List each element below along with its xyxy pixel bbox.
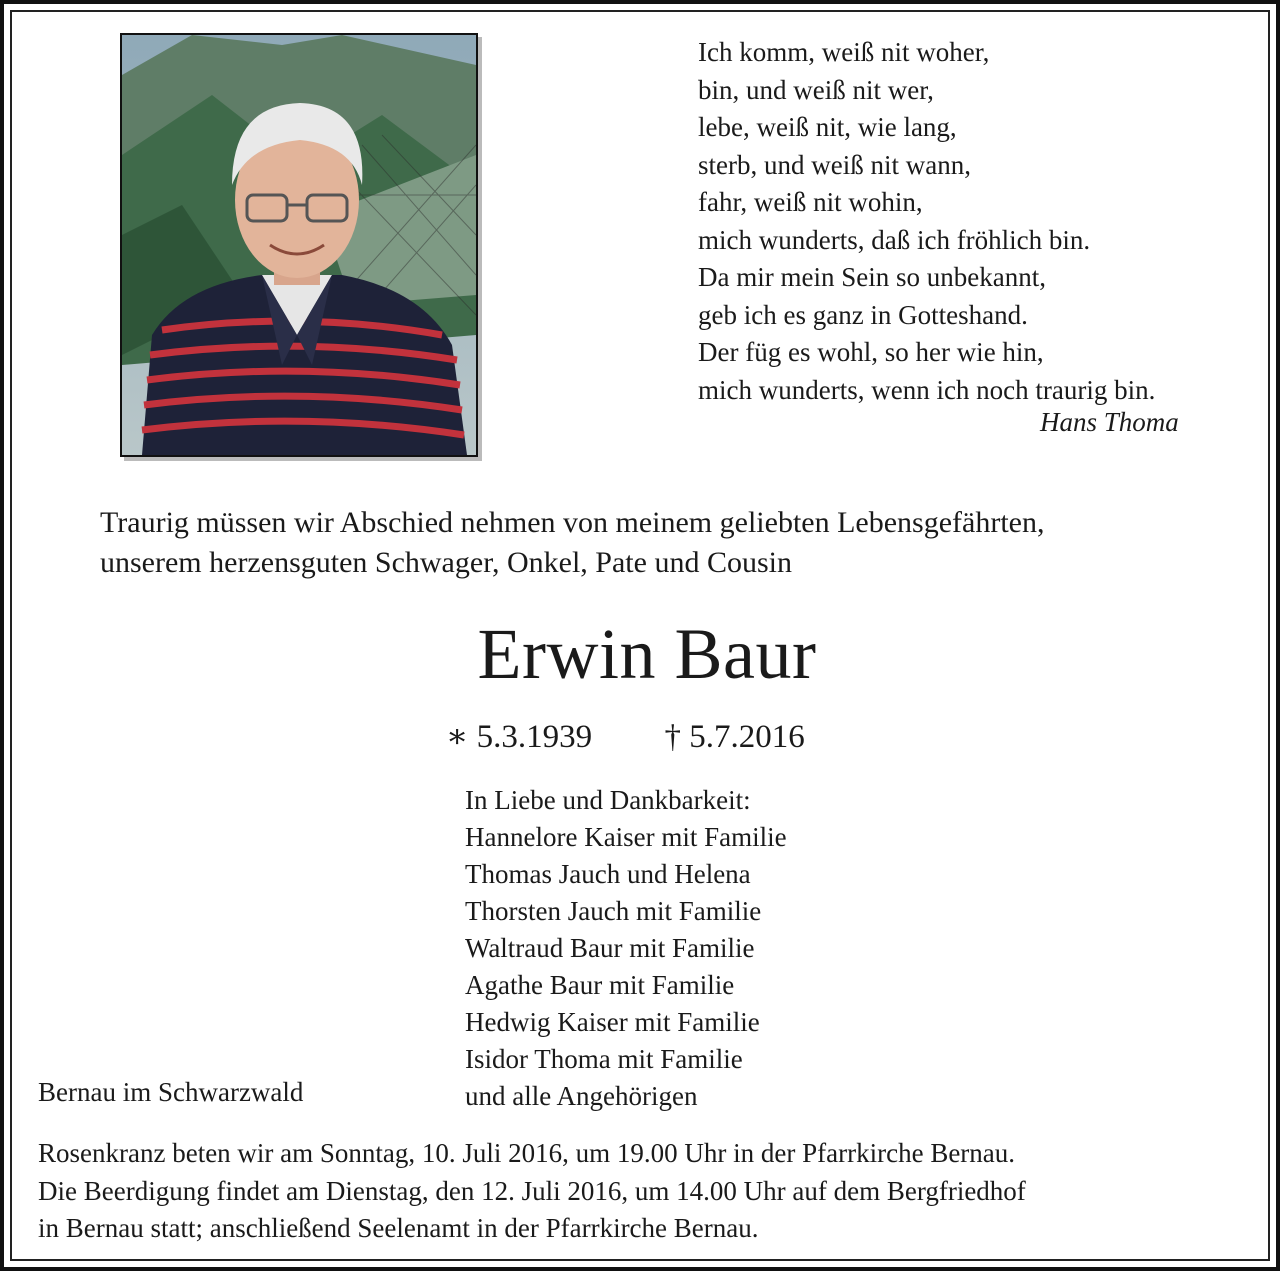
mourner-line: Hedwig Kaiser mit Familie — [465, 1007, 760, 1037]
portrait-photo — [120, 33, 478, 457]
death-date: † 5.7.2016 — [664, 719, 805, 755]
poem-line: mich wunderts, wenn ich noch traurig bin. — [698, 374, 1156, 405]
notice-line: in Bernau statt; anschließend Seelenamt in der Pfarrkirche Bernau. — [38, 1213, 759, 1243]
portrait-photo-icon — [122, 35, 476, 455]
mourner-line: Isidor Thoma mit Familie — [465, 1044, 743, 1074]
intro-line: Traurig müssen wir Abschied nehmen von meinem geliebten Lebensgefährten, — [100, 506, 1045, 539]
poem-line: mich wunderts, daß ich fröhlich bin. — [698, 224, 1091, 255]
poem-line: Da mir mein Sein so unbekannt, — [698, 262, 1046, 292]
mourners-list — [465, 782, 787, 1115]
mourner-line: Hannelore Kaiser mit Familie — [465, 822, 787, 852]
poem-author: Hans Thoma — [1040, 407, 1179, 437]
deceased-name: Erwin Baur — [477, 614, 817, 694]
poem-line: geb ich es ganz in Gotteshand. — [698, 299, 1028, 330]
mourner-line: Thorsten Jauch mit Familie — [465, 896, 762, 926]
poem — [698, 34, 1258, 409]
life-dates — [446, 716, 805, 756]
notice-line: Rosenkranz beten wir am Sonntag, 10. Juli 2016, um 19.00 Uhr in der Pfarrkirche Bernau. — [38, 1138, 1016, 1168]
place-name: Bernau im Schwarzwald — [38, 1077, 304, 1107]
mourner-line: Agathe Baur mit Familie — [465, 970, 735, 1000]
mourner-line: Thomas Jauch und Helena — [465, 859, 751, 889]
notice-line: Die Beerdigung findet am Dienstag, den 12. Juli 2016, um 14.00 Uhr auf dem Bergfriedhof — [38, 1175, 1026, 1206]
poem-line: lebe, weiß nit, wie lang, — [698, 112, 957, 142]
poem-line: bin, und weiß nit wer, — [698, 74, 934, 105]
mourner-line: und alle Angehörigen — [465, 1081, 698, 1111]
poem-line: Der füg es wohl, so her wie hin, — [698, 337, 1044, 367]
birth-date: ∗ 5.3.1939 — [446, 719, 593, 755]
poem-line: Ich komm, weiß nit woher, — [698, 37, 990, 67]
poem-line: fahr, weiß nit wohin, — [698, 187, 923, 217]
mourner-line: In Liebe und Dankbarkeit: — [465, 785, 751, 815]
mourner-line: Waltraud Baur mit Familie — [465, 933, 755, 963]
intro-text — [100, 503, 1240, 583]
service-notice — [38, 1135, 1258, 1248]
intro-line: unserem herzensguten Schwager, Onkel, Pate und Cousin — [100, 546, 792, 579]
poem-line: sterb, und weiß nit wann, — [698, 149, 971, 180]
